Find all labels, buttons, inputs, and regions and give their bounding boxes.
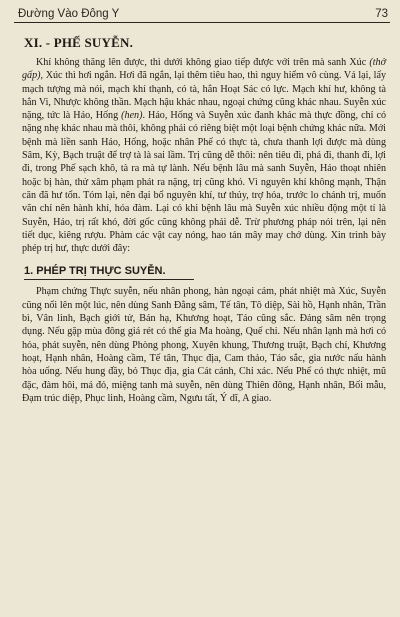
italic-note: (hen) bbox=[121, 110, 143, 122]
text-run: , Xúc thì hơi ngắn. Hơi đã ngắn, lại thêm tiêu hao, thì nguy hiểm vô cùng. Vả lại, lấy mạch tượng mà nói, mạch khí thạnh, có tà, hẳn Hoạt Sác có lực. Mạch khí hư, không tà hẳn Vi, Nhược không thần. Mạch hậu khác nhau, ngoại chứng cũng khác nhau. Suyễn xúc nặng, tức là Háo, Hống bbox=[22, 70, 386, 122]
italic-note: (thở gấp) bbox=[22, 57, 386, 82]
section-paragraph bbox=[14, 56, 390, 255]
section-title: XI. - PHẾ SUYỄN. bbox=[24, 35, 134, 50]
subsection-title: 1. PHÉP TRỊ THỰC SUYỄN. bbox=[24, 265, 166, 278]
running-header bbox=[14, 8, 390, 22]
book-page bbox=[14, 8, 390, 608]
page-number: 73 bbox=[375, 8, 388, 20]
text-run: . Háo, Hống và Suyễn xúc đanh khác mà thực đồng, chỉ có nặng nhẹ khác nhau mà thôi, không phải có riêng biệt một loại bệnh chứng khác nữa. Mới bệnh mà liền sanh Háo, Hống, hoặc nhân Phế có thực tà, chưa thanh lợi được mà dùng Sâm, Kỳ, Bạch truật để trợ tà là sai lầm. Trị cũng dễ thôi: nên tiêu đi, phá đi, thanh đi, lợi đi, trong Phế sạch khô, tà ra mà tự lành. Nếu bệnh lâu mà sanh Suyễn, Háo thoạt nhiên hoặc bị hàn, thử xâm phạm phát ra nặng, trị cũng khó. Vì nguyên khí không mạnh, Thận căn đã hư tổn. Tóm lại, nên đại bổ nguyên khí, tư thủy, trợ hỏa, trước lo chánh trị, muốn vãn chỉ nên hành khí, hóa đàm. Lại có khi bệnh lâu mà Suyễn xúc nhiều động một tí là Suyễn, Háo, trị rất khó, đời gốc cũng không phải dễ. Trừ phương pháp nói trên, lại nên tiết dục, kiêng rượu. Phàm các vật cay nóng, hao tán mây may chớ dùng. Xin trình bày phép trị hư, thực dưới đây: bbox=[22, 110, 386, 255]
text-run: Khí không thăng lên được, thì dưới không giao tiếp được với trên mà sanh Xúc bbox=[36, 57, 370, 68]
subsection-paragraph: Phạm chứng Thực suyễn, nếu nhân phong, hàn ngoại cảm, phát nhiệt mà Xúc, Suyễn cũng nổi lên một lúc, nên dùng Sanh Đằng sâm, Tế tân, Tô diệp, Sài hồ, Hạnh nhân, Trần bì, Vân linh, Bạch giới tử, Bán hạ, Khương hoạt, Táo cũng sắc. Đảng sâm nên trọng dụng. Nếu gặp mùa đông giá rét có thể gia Ma hoàng, Quế chi. Nếu nhân lạnh mà hơi có hỏa, phát suyễn, nên dùng Phòng phong, Xuyên khung, Thương truật, Bạch chỉ, Khương hoạt, Hạnh nhân, Hoàng cầm, Tế tân, Thục địa, Cam thảo, Táo sắc, gia nước nấu hành hòa uống. Nếu hung đầy, bỏ Thục địa, gia Cát cánh, Chỉ xác. Nếu Phế có thực nhiệt, mũ đặc, đàm hôi, má đỏ, miệng tanh mà suyễn, nên dùng Thiên đông, Hạnh nhân, Bối mẫu, Đạm trúc diệp, Phục linh, Hoàng cầm, Ngưu tất, Ý dĩ, A giao. bbox=[22, 286, 386, 404]
header-divider bbox=[14, 22, 390, 23]
book-title: Đường Vào Đông Y bbox=[18, 8, 120, 20]
subsection-underline bbox=[24, 279, 194, 280]
